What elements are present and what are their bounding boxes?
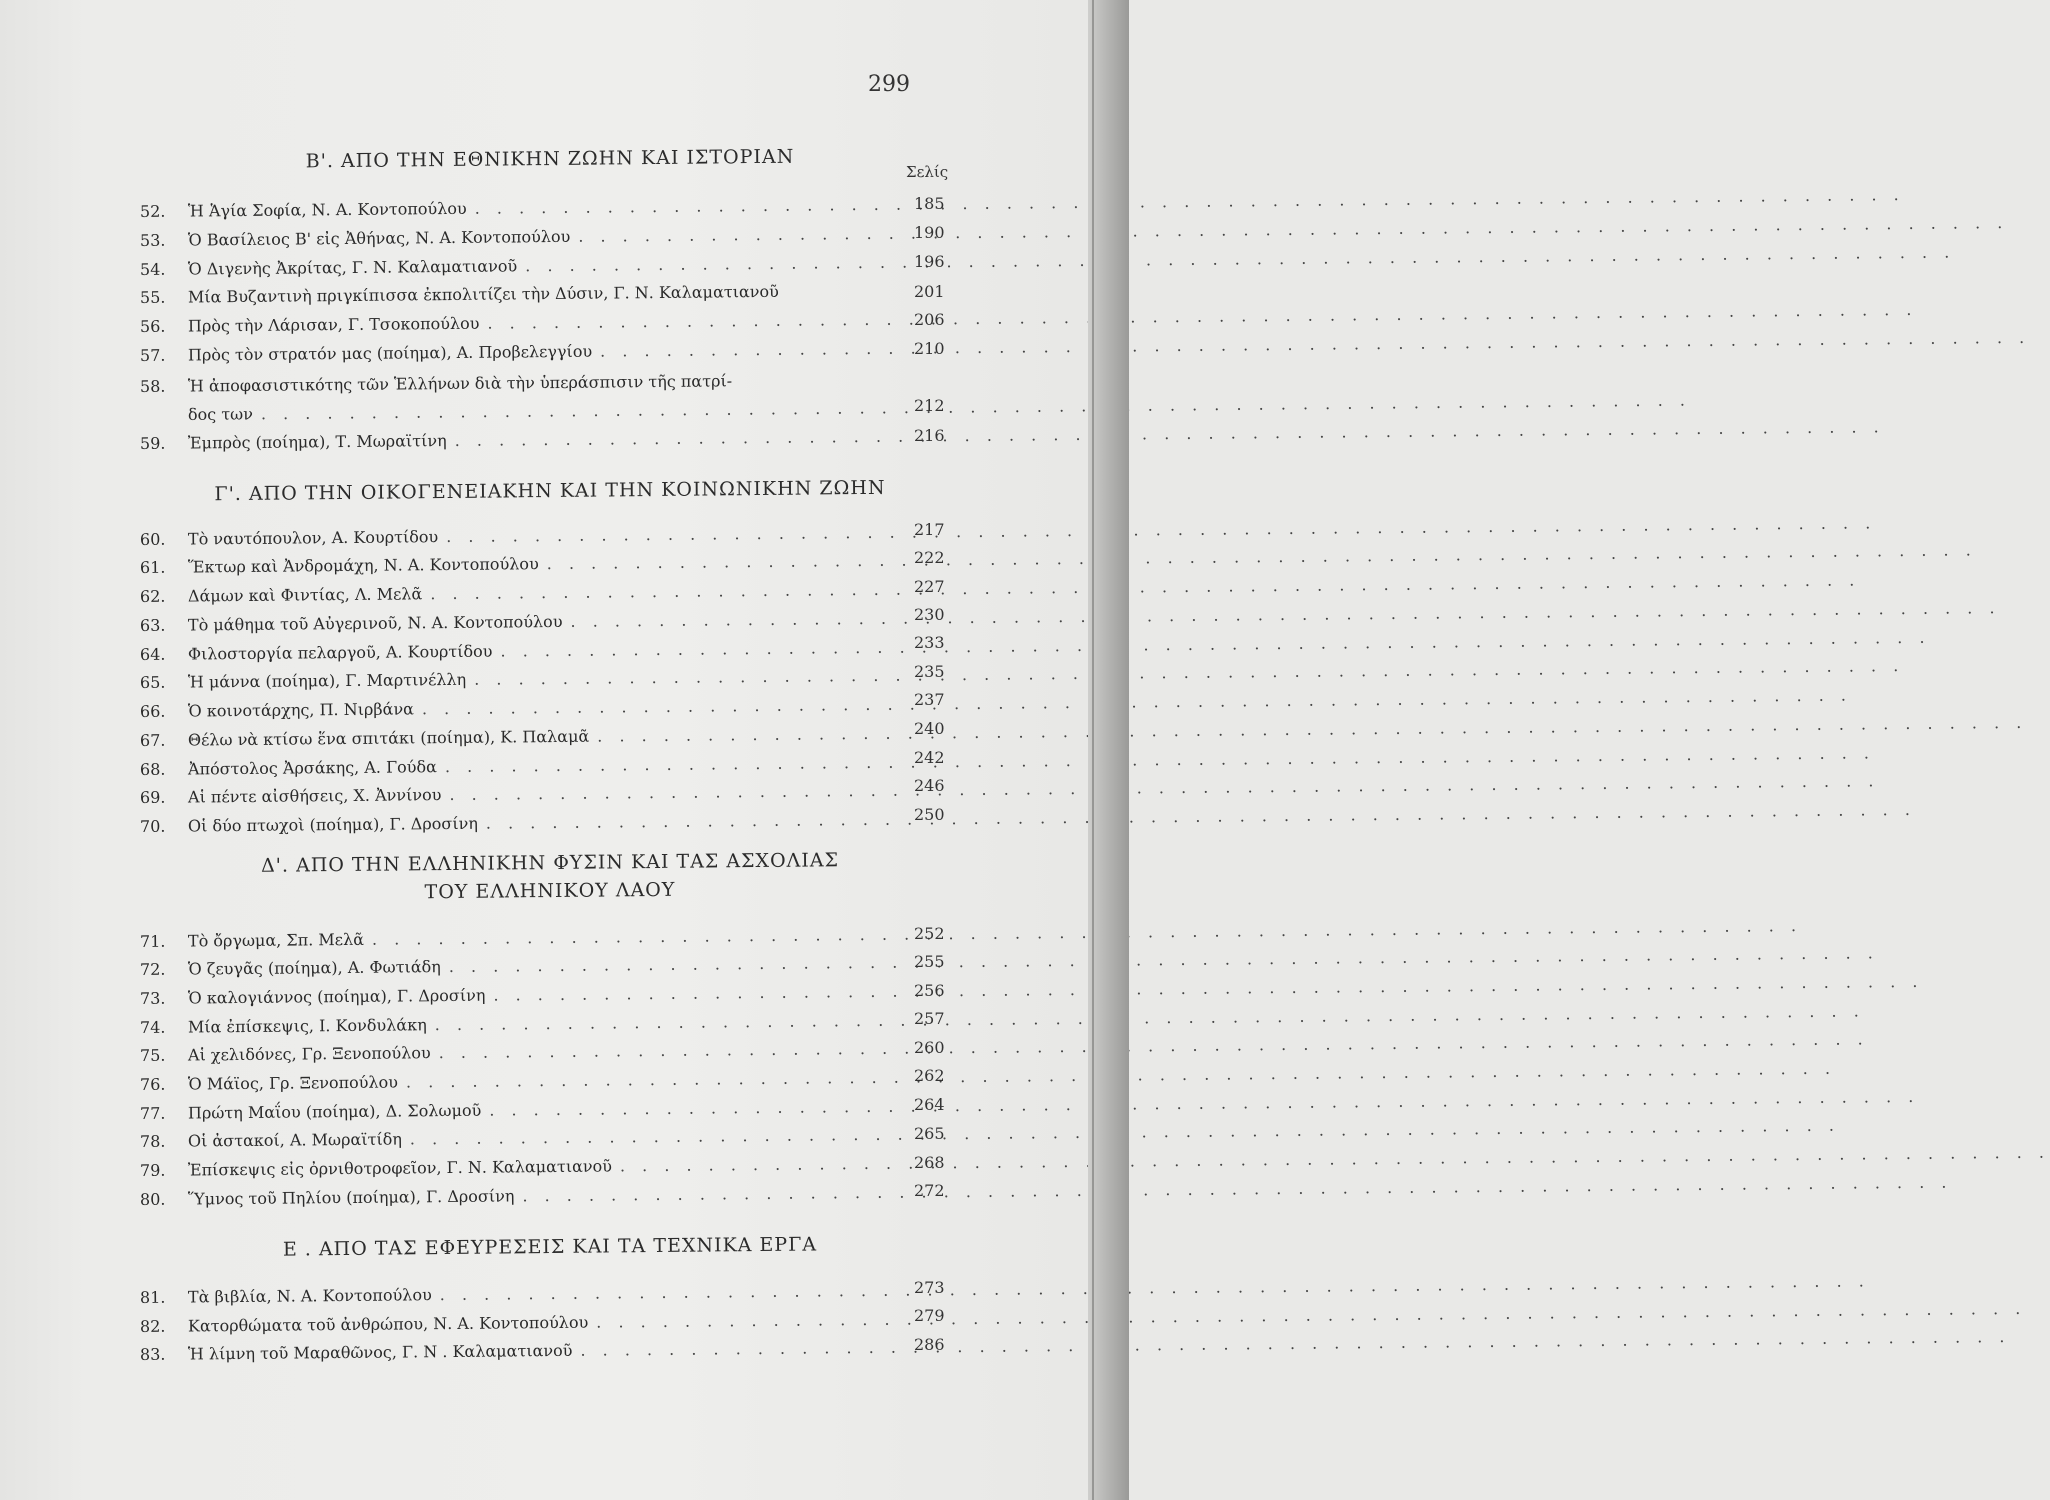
entry-number: 53.	[139, 230, 166, 250]
entry-page: 268	[914, 1153, 945, 1172]
entry-number: 79.	[139, 1160, 166, 1180]
entry-number: 55.	[139, 287, 166, 307]
section-title-g: Γ'. ΑΠΟ ΤΗΝ ΟΙΚΟΓΕΝΕΙΑΚΗΝ ΚΑΙ ΤΗΝ ΚΟΙΝΩΝΙΚΗΝ ΖΩΗΝ	[214, 476, 886, 506]
toc-entry	[140, 609, 880, 642]
entry-title: Οἱ ἀστακοί, Α. Μωραϊτίδη	[187, 1129, 402, 1151]
toc-entry	[140, 1154, 880, 1187]
entry-page: 217	[914, 520, 945, 539]
entry-title: Μία ἐπίσκεψις, Ι. Κονδυλάκη	[187, 1015, 427, 1037]
entry-page: 256	[914, 981, 945, 1000]
toc-entry	[140, 310, 880, 343]
entry-page: 272	[914, 1181, 945, 1200]
entry-title: Πρὸς τὸν στρατόν μας (ποίημα), Α. Προβελεγγίου	[187, 341, 593, 365]
toc-entry	[140, 1183, 880, 1216]
toc-entry-continuation	[188, 398, 880, 431]
section-title-d-line2: ΤΟΥ ΕΛΛΗΝΙΚΟΥ ΛΑΟΥ	[424, 878, 676, 904]
dot-leader	[372, 916, 1802, 949]
entry-page: 227	[914, 577, 945, 596]
entry-number: 71.	[139, 931, 166, 951]
dot-leader	[440, 1271, 1870, 1304]
entry-number: 52.	[139, 201, 166, 221]
entry-page: 242	[914, 748, 945, 767]
entry-page: 240	[914, 719, 945, 738]
entry-page: 255	[914, 952, 945, 971]
entry-title: Ἀπόστολος Ἀρσάκης, Α. Γούδα	[187, 757, 438, 779]
entry-number: 65.	[139, 672, 166, 692]
toc-entry	[140, 982, 880, 1015]
entry-title: Ἡ ἀποφασιστικότης τῶν Ἑλλήνων διὰ τὴν ὑπεράσπισιν τῆς πατρί-	[187, 371, 733, 396]
entry-number: 76.	[139, 1074, 166, 1094]
entry-title: Οἱ δύο πτωχοὶ (ποίημα), Γ. Δροσίνη	[187, 813, 478, 836]
entry-page: 206	[914, 310, 945, 329]
entry-page: 265	[914, 1124, 945, 1143]
entry-page: 273	[914, 1278, 945, 1297]
entry-page: 235	[914, 662, 945, 681]
toc-entry	[140, 666, 880, 699]
entry-page: 196	[914, 252, 945, 271]
entry-title: Ὁ ζευγᾶς (ποίημα), Α. Φωτιάδη	[187, 957, 441, 979]
entry-page: 185	[914, 194, 945, 213]
entry-page: 279	[914, 1306, 945, 1325]
entry-title: Ἐμπρὸς (ποίημα), Τ. Μωραϊτίνη	[187, 431, 447, 453]
toc-entry	[140, 1281, 880, 1314]
entry-page: 257	[914, 1009, 945, 1028]
entry-number: 61.	[139, 557, 166, 577]
entry-title: Θέλω νὰ κτίσω ἕνα σπιτάκι (ποίημα), Κ. Παλαμᾶ	[187, 726, 590, 750]
pages-column-label: Σελίς	[906, 163, 949, 181]
entry-title: Φιλοστοργία πελαργοῦ, Α. Κουρτίδου	[187, 641, 493, 664]
toc-entry	[140, 695, 880, 728]
toc-entry	[140, 551, 880, 584]
entry-title: Ἕκτωρ καὶ Ἀνδρομάχη, Ν. Α. Κοντοπούλου	[187, 554, 539, 577]
entry-page: 260	[914, 1038, 945, 1057]
entry-number: 59.	[139, 433, 166, 453]
entry-number: 62.	[139, 586, 166, 606]
entry-title: Ἡ Ἁγία Σοφία, Ν. Α. Κοντοπούλου	[187, 198, 467, 221]
entry-number: 73.	[139, 988, 166, 1008]
toc-entry	[140, 224, 880, 257]
entry-page: 201	[914, 282, 945, 301]
entry-number: 67.	[139, 730, 166, 750]
toc-entry	[140, 810, 880, 843]
entry-title: Μία Βυζαντινὴ πριγκίπισσα ἐκπολιτίζει τὴν Δύσιν, Γ. Ν. Καλαματιανοῦ	[187, 281, 779, 307]
entry-page: 262	[914, 1066, 945, 1085]
toc-entry	[140, 370, 900, 403]
entry-number: 80.	[139, 1189, 166, 1209]
entry-number: 81.	[139, 1287, 166, 1307]
section-title-b: Β'. ΑΠΟ ΤΗΝ ΕΘΝΙΚΗΝ ΖΩΗΝ ΚΑΙ ΙΣΤΟΡΙΑΝ	[305, 145, 795, 173]
entry-number: 60.	[139, 529, 166, 549]
entry-number: 75.	[139, 1045, 166, 1065]
book-spine-edge	[1088, 0, 1129, 1500]
page-number: 299	[868, 72, 910, 97]
dot-leader	[475, 185, 1905, 218]
entry-number: 70.	[139, 816, 166, 836]
toc-entry	[140, 1068, 880, 1101]
entry-title: Ἡ μάννα (ποίημα), Γ. Μαρτινέλλη	[187, 669, 467, 692]
section-title-d: Δ'. ΑΠΟ ΤΗΝ ΕΛΛΗΝΙΚΗΝ ΦΥΣΙΝ ΚΑΙ ΤΑΣ ΑΣΧΟΛΙΑΣ	[260, 849, 840, 877]
entry-title-continuation: δος των	[187, 404, 253, 424]
entry-title: Τὸ μάθημα τοῦ Αὐγερινοῦ, Ν. Α. Κοντοπούλου	[187, 611, 563, 635]
entry-page: 210	[914, 339, 945, 358]
entry-title: Ὁ καλογιάννος (ποίημα), Γ. Δροσίνη	[187, 985, 486, 1008]
entry-number: 69.	[139, 787, 166, 807]
toc-entry	[140, 953, 880, 986]
entry-number: 74.	[139, 1017, 166, 1037]
entry-number: 63.	[139, 615, 166, 635]
toc-entry	[140, 339, 880, 372]
dot-leader	[446, 513, 1876, 546]
entry-page: 233	[914, 633, 945, 652]
entry-title: Ὕμνος τοῦ Πηλίου (ποίημα), Γ. Δροσίνη	[187, 1186, 515, 1209]
entry-page: 286	[914, 1335, 945, 1354]
toc-entry	[140, 195, 880, 228]
entry-page: 212	[914, 396, 945, 415]
entry-title: Ὁ κοινοτάρχης, Π. Νιρβάνα	[187, 699, 415, 721]
entry-title: Ἡ λίμνη τοῦ Μαραθῶνος, Γ. Ν . Καλαματιανοῦ	[187, 1340, 573, 1364]
entry-title: Τὸ ὄργωμα, Σπ. Μελᾶ	[187, 929, 365, 951]
entry-title: Πρὸς τὴν Λάρισαν, Γ. Τσοκοπούλου	[187, 313, 480, 336]
entry-number: 82.	[139, 1316, 166, 1336]
entry-title: Κατορθώματα τοῦ ἀνθρώπου, Ν. Α. Κοντοπούλου	[187, 1312, 589, 1336]
toc-entry	[140, 1338, 880, 1371]
entry-number: 77.	[139, 1103, 166, 1123]
section-title-e: Ε . ΑΠΟ ΤΑΣ ΕΦΕΥΡΕΣΕΙΣ ΚΑΙ ΤΑ ΤΕΧΝΙΚΑ ΕΡΓΑ	[282, 1233, 818, 1261]
entry-title: Τὰ βιβλία, Ν. Α. Κοντοπούλου	[187, 1285, 432, 1307]
entry-title: Τὸ ναυτόπουλον, Α. Κουρτίδου	[187, 527, 439, 549]
entry-number: 66.	[139, 701, 166, 721]
entry-page: 237	[914, 690, 945, 709]
entry-number: 58.	[139, 376, 166, 396]
entry-title: Ἐπίσκεψις εἰς ὀρνιθοτροφεῖον, Γ. Ν. Καλαματιανοῦ	[187, 1156, 613, 1180]
entry-page: 246	[914, 776, 945, 795]
entry-title: Αἱ πέντε αἰσθήσεις, Χ. Ἀννίνου	[187, 785, 442, 807]
entry-page: 230	[914, 605, 945, 624]
entry-number: 56.	[139, 316, 166, 336]
table-of-contents	[140, 0, 960, 1500]
entry-number: 83.	[139, 1344, 166, 1364]
entry-number: 57.	[139, 345, 166, 365]
entry-title: Ὁ Βασίλειος Β' εἰς Ἀθήνας, Ν. Α. Κοντοπούλου	[187, 226, 571, 250]
entry-page: 250	[914, 805, 945, 824]
entry-page: 252	[914, 924, 945, 943]
toc-entry	[140, 781, 880, 814]
entry-page: 264	[914, 1095, 945, 1114]
entry-title: Ὁ Διγενὴς Ἀκρίτας, Γ. Ν. Καλαματιανοῦ	[187, 256, 518, 279]
entry-page: 222	[914, 548, 945, 567]
entry-page: 216	[914, 426, 945, 445]
entry-number: 68.	[139, 759, 166, 779]
entry-number: 72.	[139, 959, 166, 979]
toc-entry	[140, 1125, 880, 1158]
toc-entry	[140, 580, 880, 613]
entry-title: Ὁ Μάϊος, Γρ. Ξενοπούλου	[187, 1072, 399, 1094]
toc-entry	[140, 281, 900, 314]
toc-entry	[140, 427, 880, 460]
entry-number: 54.	[139, 259, 166, 279]
toc-entry	[140, 724, 880, 757]
entry-title: Δάμων καὶ Φιντίας, Λ. Μελᾶ	[187, 584, 423, 606]
entry-page: 190	[914, 223, 945, 242]
toc-entry	[140, 1039, 880, 1072]
entry-title: Πρώτη Μαΐου (ποίημα), Δ. Σολωμοῦ	[187, 1100, 482, 1123]
entry-number: 78.	[139, 1131, 166, 1151]
entry-title: Αἱ χελιδόνες, Γρ. Ξενοπούλου	[187, 1043, 431, 1065]
entry-number: 64.	[139, 644, 166, 664]
